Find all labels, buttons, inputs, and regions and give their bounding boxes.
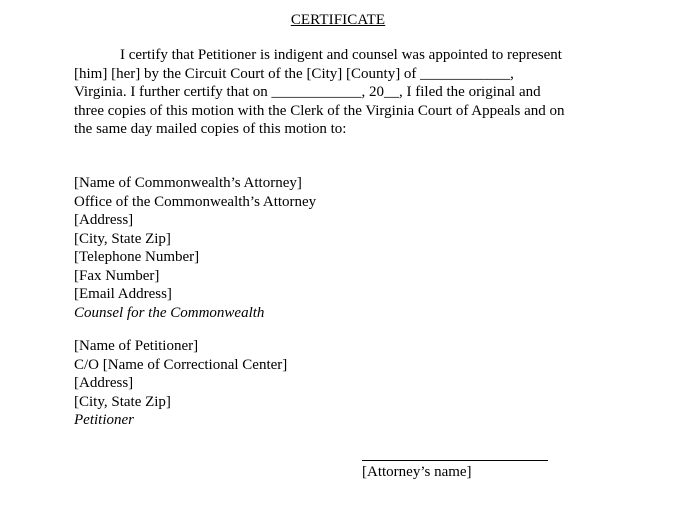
- commonwealth-address-block: [74, 174, 474, 322]
- petitioner-role: Petitioner: [74, 412, 134, 428]
- body-line-1: I certify that Petitioner is indigent and counsel was appointed to represent: [120, 47, 562, 63]
- body-line-4: three copies of this motion with the Clerk of the Virginia Court of Appeals and on: [74, 102, 565, 119]
- petitioner-name: [Name of Petitioner]: [74, 338, 199, 354]
- commonwealth-fax: [Fax Number]: [74, 267, 160, 284]
- petitioner-city-state-zip: [City, State Zip]: [74, 393, 171, 410]
- commonwealth-office: Office of the Commonwealth’s Attorney: [74, 193, 317, 210]
- commonwealth-role: Counsel for the Commonwealth: [74, 304, 265, 321]
- certificate-title: CERTIFICATE: [290, 12, 386, 28]
- commonwealth-address: [Address]: [74, 212, 134, 228]
- petitioner-address-block: [74, 337, 474, 430]
- body-line-3: Virginia. I further certify that on ____________, 20__, I filed the original and: [74, 84, 541, 100]
- attorney-name: [Attorney’s name]: [362, 464, 472, 480]
- commonwealth-city-state-zip: [City, State Zip]: [74, 230, 171, 247]
- commonwealth-telephone: [Telephone Number]: [74, 249, 200, 265]
- body-line-2: [him] [her] by the Circuit Court of the [City] [County] of ____________,: [74, 65, 514, 82]
- petitioner-care-of: C/O [Name of Correctional Center]: [74, 356, 288, 373]
- signature-block: [362, 449, 548, 481]
- petitioner-address: [Address]: [74, 375, 134, 391]
- signature-line: [362, 460, 548, 461]
- commonwealth-attorney-name: [Name of Commonwealth’s Attorney]: [74, 175, 302, 191]
- certificate-body: [74, 46, 614, 139]
- commonwealth-email: [Email Address]: [74, 286, 172, 302]
- body-line-5: the same day mailed copies of this motion to:: [74, 121, 347, 137]
